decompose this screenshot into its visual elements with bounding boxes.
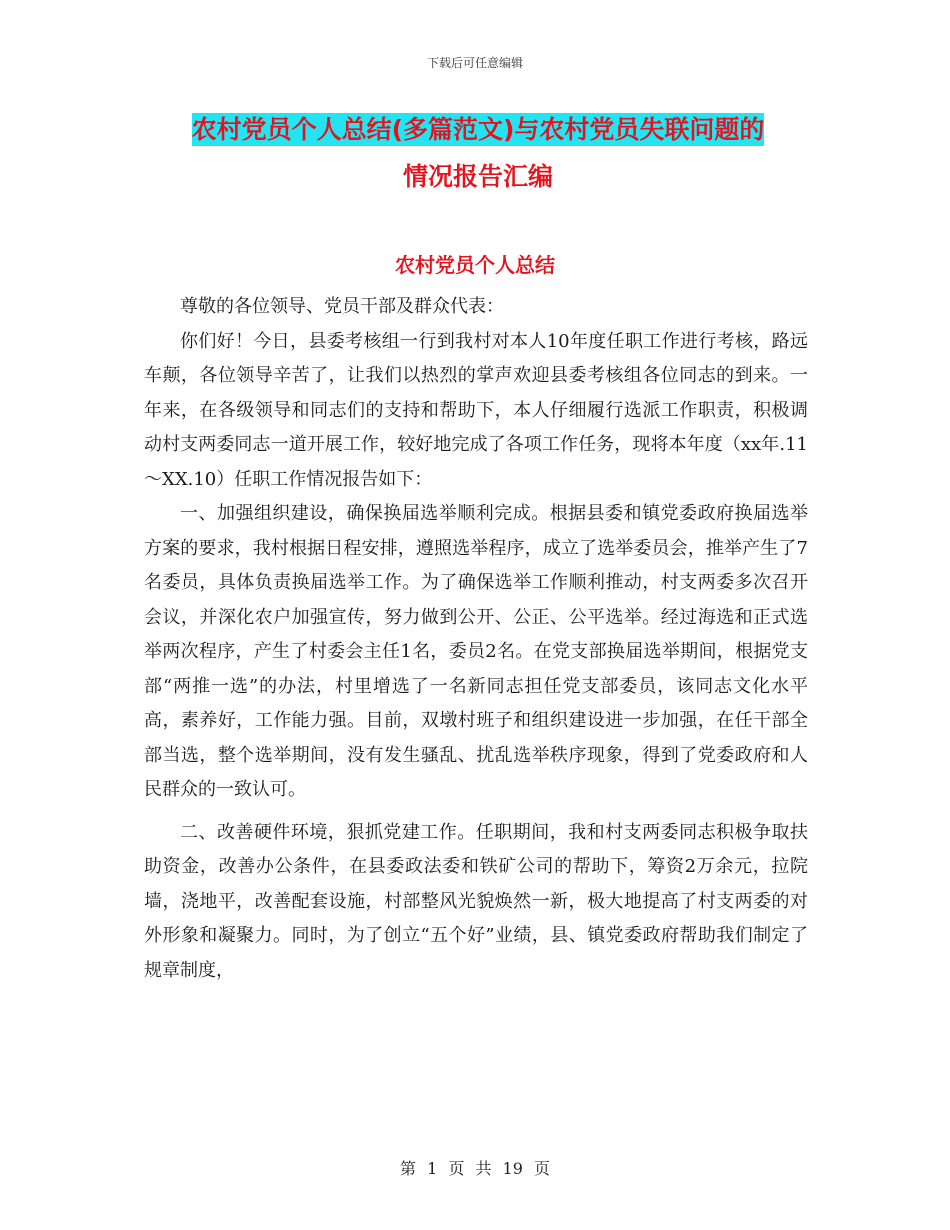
body-paragraph: 你们好！今日，县委考核组一行到我村对本人10年度任职工作进行考核，路远车颠，各位领导辛苦了，让我们以热烈的掌声欢迎县委考核组各位同志的到来。一年来，在各级领导和同志们的支持和帮助下，本人仔细履行选派工作职责，积极调动村支两委同志一道开展工作，较好地完成了各项工作任务，现将本年度（xx年.11～XX.10）任职工作情况报告如下：: [144, 330, 808, 490]
section-title: 农村党员个人总结: [395, 253, 555, 277]
document-title-line-2: 情况报告汇编: [402, 162, 553, 191]
document-title: [146, 106, 810, 200]
body-paragraph: 一、加强组织建设，确保换届选举顺利完成。根据县委和镇党委政府换届选举方案的要求，我村根据日程安排，遵照选举程序，成立了选举委员会，推举产生了7名委员，具体负责换届选举工作。为了确保选举工作顺利推动，村支两委多次召开会议，并深化农户加强宣传，努力做到公开、公正、公平选举。经过海选和正式选举两次程序，产生了村委会主任1名，委员2名。在党支部换届选举期间，根据党支部“两推一选”的办法，村里增选了一名新同志担任党支部委员，该同志文化水平高，素养好，工作能力强。目前，双墩村班子和组织建设进一步加强，在任干部全部当选，整个选举期间，没有发生骚乱、扰乱选举秩序现象，得到了党委政府和人民群众的一致认可。: [144, 503, 808, 800]
salutation-paragraph: 尊敬的各位领导、党员干部及群众代表：: [180, 296, 504, 317]
body-paragraph: 二、改善硬件环境，狠抓党建工作。任职期间，我和村支两委同志积极争取扶助资金，改善办公条件，在县委政法委和铁矿公司的帮助下，筹资2万余元，拉院墙，浇地平，改善配套设施，村部整风光貌焕然一新，极大地提高了村支两委的对外形象和凝聚力。同时，为了创立“五个好”业绩，县、镇党委政府帮助我们制定了规章制度，: [144, 821, 808, 981]
document-body: [144, 290, 808, 988]
document-title-line-1: 农村党员个人总结(多篇范文)与农村党员失联问题的: [191, 115, 765, 144]
page-number: 第 1 页 共 19 页: [400, 1159, 550, 1178]
header-note: 下载后可任意编辑: [426, 56, 523, 70]
